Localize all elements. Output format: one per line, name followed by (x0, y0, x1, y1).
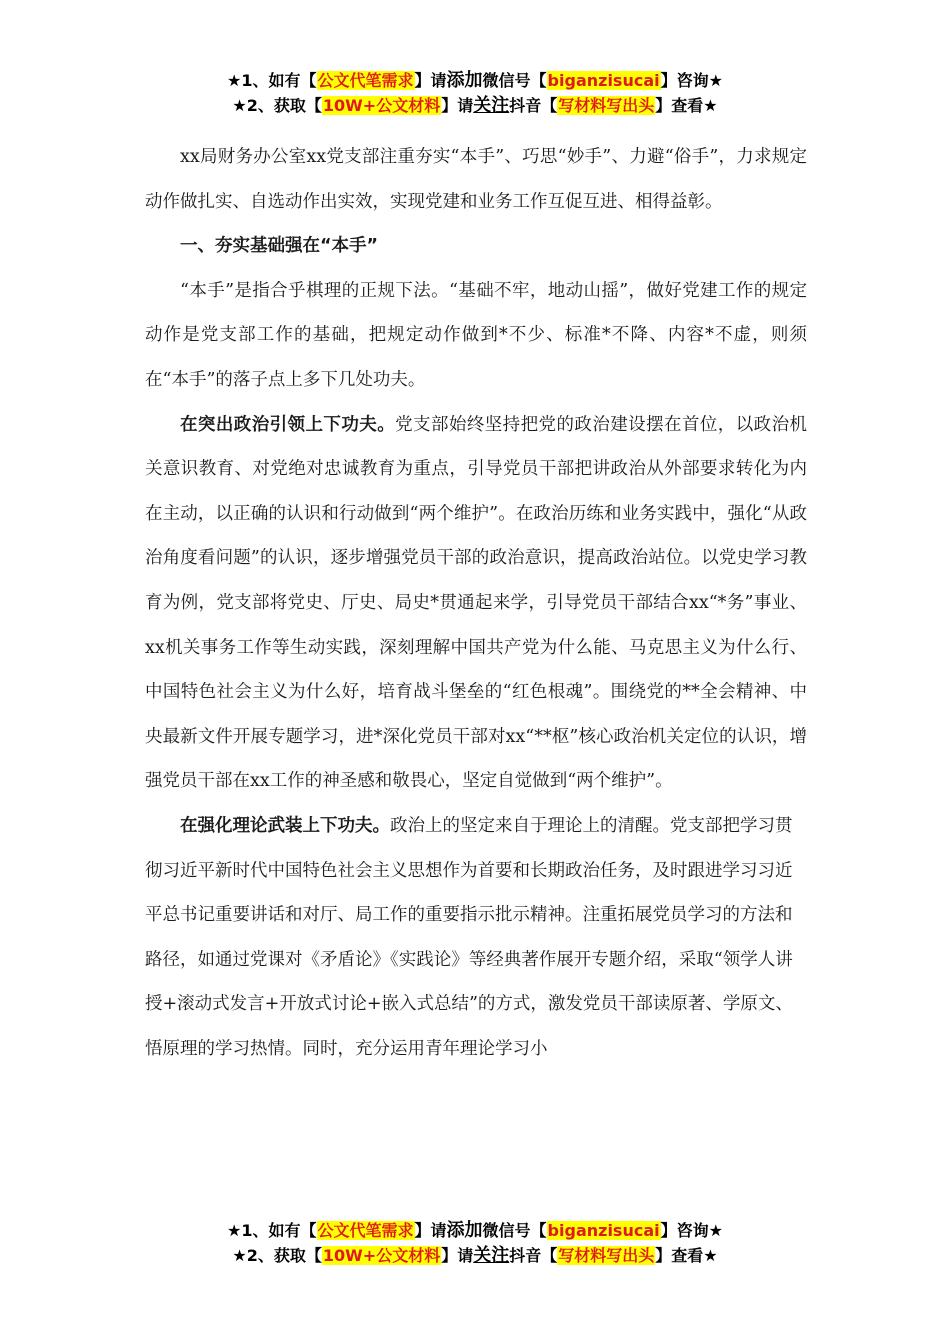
highlight-douyin-id: 写材料写出头 (558, 1246, 655, 1265)
paragraph-text: 政治上的坚定来自于理论上的清醒。党支部把学习贯彻习近平新时代中国特色社会主义思想作为首要和长期政治任务，及时跟进学习习近平总书记重要讲话和对厅、局工作的重要指示批示精神。注重拓展党员学习的方法和路径，如通过党课对《矛盾论》《实践论》等经典著作展开专题介绍，采取“领学人讲授+滚动式发言+开放式讨论+嵌入式总结”的方式，激发党员干部读原著、学原文、悟原理的学习热情。同时，充分运用青年理论学习小 (145, 815, 793, 1059)
intro-paragraph: xx局财务办公室xx党支部注重夯实“本手”、巧思“妙手”、力避“俗手”，力求规定动作做扎实、自选动作出实效，实现党建和业务工作互促互进、相得益彰。 (145, 147, 807, 212)
highlight-materials: 10W+公文材料 (322, 96, 441, 115)
promo-banner-top (0, 68, 950, 118)
paragraph-text: 党支部始终坚持把党的政治建设摆在首位，以政治机关意识教育、对党绝对忠诚教育为重点，引导党员干部把讲政治从外部要求转化为内在主动，以正确的认识和行动做到“两个维护”。在政治历练和业务实践中，强化“从政治角度看问题”的认识，逐步增强党员干部的政治意识，提高政治站位。以党史学习教育为例，党支部将党史、厅史、局史*贯通起来学，引导党员干部结合xx“*务”事业、xx机关事务工作等生动实践，深刻理解中国共产党为什么能、马克思主义为什么行、中国特色社会主义为什么好，培育战斗堡垒的“红色根魂”。围绕党的**全会精神、中央最新文件开展专题学习，进*深化党员干部对xx“**枢”核心政治机关定位的认识，增强党员干部在xx工作的神圣感和敬畏心，坚定自觉做到“两个维护”。 (145, 414, 808, 792)
paragraph-lead: 在突出政治引领上下功夫。 (180, 414, 396, 435)
highlight-writing-service: 公文代笔需求 (317, 71, 414, 90)
highlight-writing-service: 公文代笔需求 (317, 1221, 414, 1240)
paragraph-theory-armament (145, 804, 807, 1072)
paragraph-lead: 在强化理论武装上下功夫。 (180, 815, 390, 836)
highlight-wechat-id: biganzisucai (547, 1221, 660, 1240)
promo-line-1: ★1、如有【公文代笔需求】请添加微信号【biganzisucai】咨询★ (227, 1220, 723, 1241)
promo-line-2: ★2、获取【10W+公文材料】请关注抖音【写材料写出头】查看★ (232, 1245, 718, 1266)
section-heading: 一、夯实基础强在“本手” (180, 236, 379, 257)
section-intro-paragraph: “本手”是指合乎棋理的正规下法。“基础不牢，地动山摇”，做好党建工作的规定动作是党支部工作的基础，把规定动作做到*不少、标准*不降、内容*不虚，则须在“本手”的落子点上多下几处功夫。 (145, 280, 807, 390)
paragraph-political-guidance (145, 403, 807, 804)
promo-line-1: ★1、如有【公文代笔需求】请添加微信号【biganzisucai】咨询★ (227, 70, 723, 91)
highlight-materials: 10W+公文材料 (322, 1246, 441, 1265)
promo-banner-bottom (0, 1218, 950, 1268)
highlight-douyin-id: 写材料写出头 (558, 96, 655, 115)
document-body (145, 135, 807, 1071)
promo-line-2: ★2、获取【10W+公文材料】请关注抖音【写材料写出头】查看★ (232, 95, 718, 116)
highlight-wechat-id: biganzisucai (547, 71, 660, 90)
